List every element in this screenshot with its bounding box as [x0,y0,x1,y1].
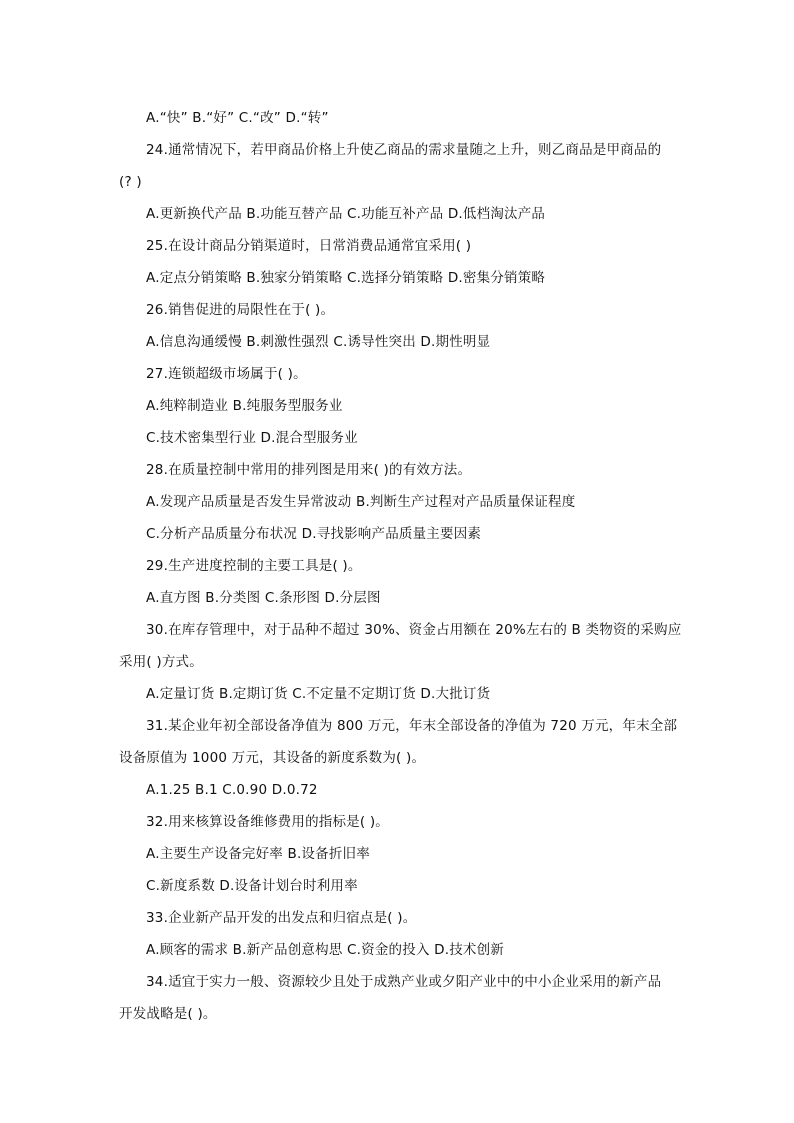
options-32-b: C.新度系数 D.设备计划台时利用率 [146,878,358,894]
option-line-q23: A.“快” B.“好” C.“改” D.“转” [146,110,329,126]
question-32: 32.用来核算设备维修费用的指标是( )。 [146,814,389,830]
question-33: 33.企业新产品开发的出发点和归宿点是( )。 [146,910,417,926]
question-31-continuation: 设备原值为 1000 万元，其设备的新度系数为( )。 [119,750,426,766]
options-31: A.1.25 B.1 C.0.90 D.0.72 [146,782,318,798]
options-32-a: A.主要生产设备完好率 B.设备折旧率 [146,846,370,862]
options-27-b: C.技术密集型行业 D.混合型服务业 [146,430,358,446]
options-25: A.定点分销策略 B.独家分销策略 C.选择分销策略 D.密集分销策略 [146,270,546,286]
question-25: 25.在设计商品分销渠道时，日常消费品通常宜采用( ) [146,238,472,254]
question-26: 26.销售促进的局限性在于( )。 [146,302,335,318]
question-31: 31.某企业年初全部设备净值为 800 万元，年末全部设备的净值为 720 万元，年末全部 [146,718,678,734]
options-27-a: A.纯粹制造业 B.纯服务型服务业 [146,398,343,414]
question-24: 24.通常情况下，若甲商品价格上升使乙商品的需求量随之上升，则乙商品是甲商品的 [146,142,662,158]
options-24: A.更新换代产品 B.功能互替产品 C.功能互补产品 D.低档淘汰产品 [146,206,546,222]
options-28-b: C.分析产品质量分布状况 D.寻找影响产品质量主要因素 [146,526,482,542]
options-28-a: A.发现产品质量是否发生异常波动 B.判断生产过程对产品质量保证程度 [146,494,576,510]
options-30: A.定量订货 B.定期订货 C.不定量不定期订货 D.大批订货 [146,686,491,702]
options-33: A.顾客的需求 B.新产品创意构思 C.资金的投入 D.技术创新 [146,942,505,958]
question-24-continuation: (? ) [119,174,142,190]
question-28: 28.在质量控制中常用的排列图是用来( )的有效方法。 [146,462,472,478]
question-34-continuation: 开发战略是( )。 [119,1006,217,1022]
question-34: 34.适宜于实力一般、资源较少且处于成熟产业或夕阳产业中的中小企业采用的新产品 [146,974,662,990]
question-27: 27.连锁超级市场属于( )。 [146,366,307,382]
question-29: 29.生产进度控制的主要工具是( )。 [146,558,362,574]
options-29: A.直方图 B.分类图 C.条形图 D.分层图 [146,590,381,606]
options-26: A.信息沟通缓慢 B.刺激性强烈 C.诱导性突出 D.期性明显 [146,334,491,350]
question-30-continuation: 采用( )方式。 [119,654,203,670]
question-30: 30.在库存管理中，对于品种不超过 30%、资金占用额在 20%左右的 B 类物资的采购应 [146,622,682,638]
